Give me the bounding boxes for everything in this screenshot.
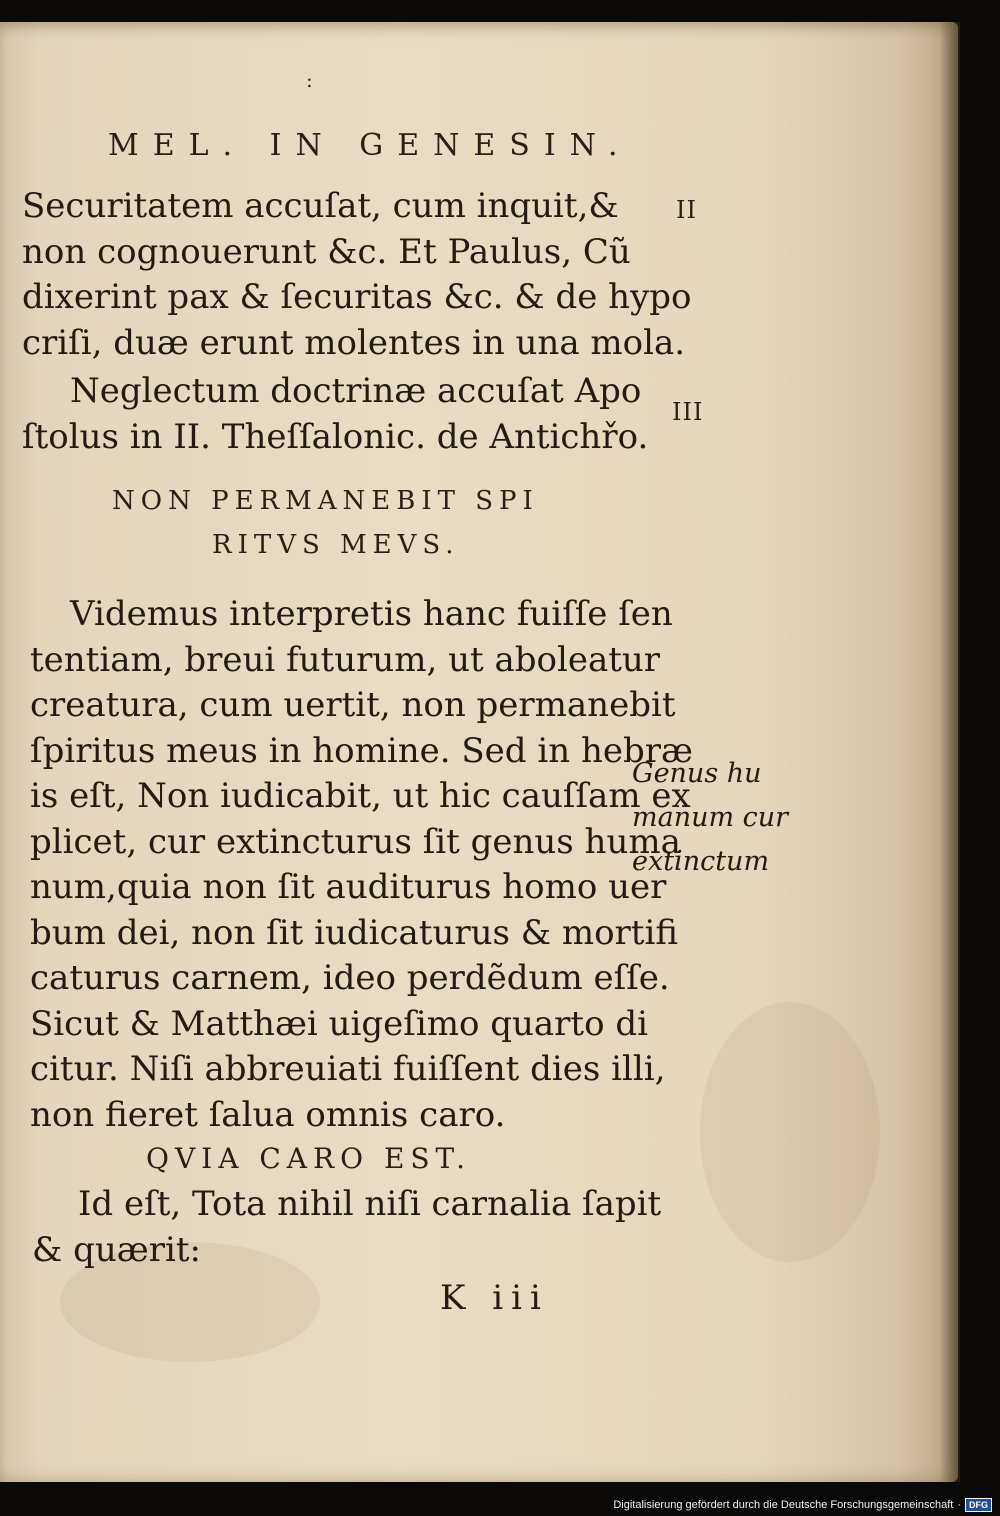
paper-stain — [700, 1002, 880, 1262]
footer-text: Digitalisierung gefördert durch die Deutsche Forschungsgemeinschaft — [613, 1499, 954, 1511]
text-line: Id eſt, Tota nihil niſi carnalia ſapit — [78, 1184, 662, 1224]
section-heading-line1: NON PERMANEBIT SPI — [112, 486, 539, 516]
text-line: num,quia non ſit auditurus homo uer — [30, 867, 667, 907]
running-header: MEL. IN GENESIN. — [108, 128, 632, 163]
text-line: ſpiritus meus in homine. Sed in hebræ — [30, 730, 693, 771]
marginal-note-line: Genus hu — [632, 758, 762, 789]
text-line: Videmus interpretis hanc fuiſſe ſen — [70, 594, 673, 634]
marginal-numeral-ii: II — [676, 196, 697, 224]
dfg-logo-icon: DFG — [965, 1498, 992, 1512]
paragraph-neglectum — [22, 369, 649, 460]
text-line: criſi, duæ erunt molentes in una mola. — [22, 322, 686, 363]
text-line: non cognouerunt &c. Et Paulus, Cũ — [22, 231, 631, 272]
marginal-note — [632, 752, 788, 884]
text-line: bum dei, non ſit iudicaturus & mortifi — [30, 912, 679, 953]
text-line: caturus carnem, ideo perdẽdum eſſe. — [30, 958, 670, 998]
text-line: Neglectum doctrinæ accuſat Apo — [70, 371, 642, 411]
text-line: & quærit: — [32, 1229, 201, 1270]
section-heading-line2: RITVS MEVS. — [212, 530, 460, 560]
text-line: dixerint pax & ſecuritas &c. & de hypo — [22, 277, 692, 317]
marginal-numeral-iii: III — [672, 398, 704, 426]
signature-mark: K iii — [440, 1278, 549, 1318]
footer-separator: · — [957, 1499, 961, 1511]
page-edge-shadow — [940, 22, 960, 1482]
text-line: Sicut & Matthæi uigeſimo quarto di — [30, 1003, 648, 1044]
text-line: Securitatem accuſat, cum inquit,& — [22, 186, 619, 226]
marginal-note-line: extinctum — [632, 846, 770, 877]
text-line: ſtolus in II. Theſſalonic. de Antichřo. — [22, 416, 649, 457]
digitization-footer — [613, 1498, 992, 1512]
marginal-note-line: manum cur — [632, 802, 789, 833]
text-line: plicet, cur extincturus ſit genus huma — [30, 821, 681, 862]
text-line: citur. Niſi abbreuiati fuiſſent dies illi, — [30, 1049, 666, 1089]
text-line: is eſt, Non iudicabit, ut hic cauſſam ex — [30, 776, 691, 816]
text-line: tentiam, breui futurum, ut aboleatur — [30, 639, 661, 680]
text-line: creatura, cum uertit, non permanebit — [30, 685, 676, 725]
text-line: non fieret ſalua omnis caro. — [30, 1094, 506, 1135]
paragraph-id-est — [32, 1182, 662, 1273]
ink-speck: : — [306, 68, 313, 92]
paragraph-videmus — [30, 592, 693, 1138]
subheading: QVIA CARO EST. — [146, 1142, 472, 1175]
